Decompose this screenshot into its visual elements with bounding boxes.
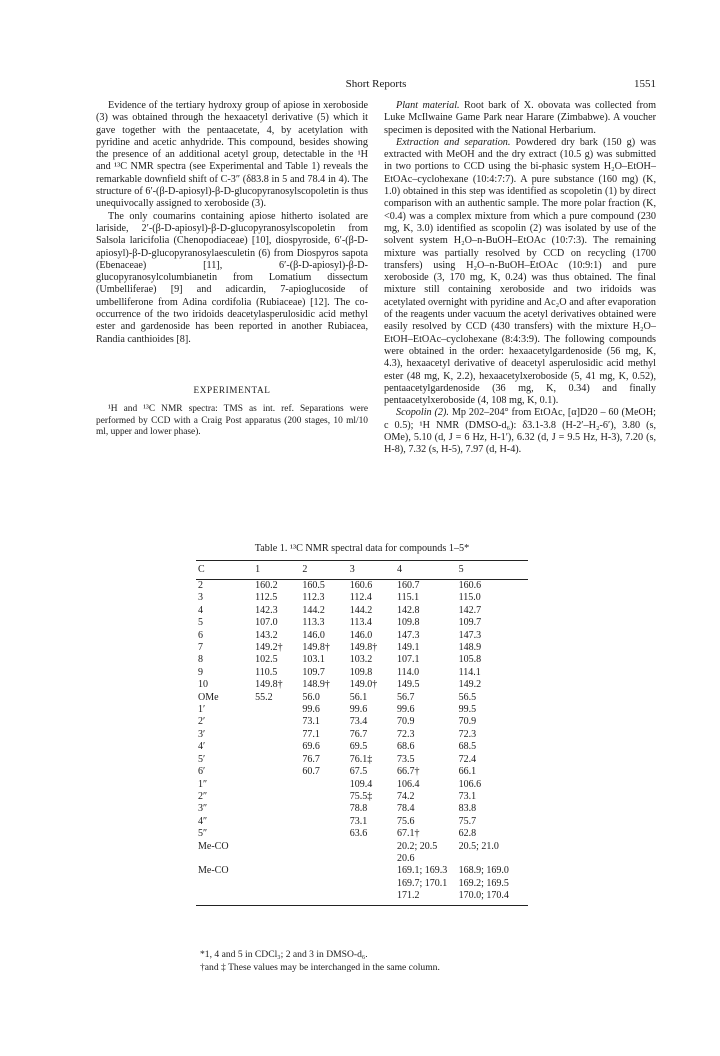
- table-cell: 69.6: [302, 741, 320, 753]
- table-cell: 68.5: [458, 741, 477, 753]
- table-cell: 169.7; 170.1: [397, 877, 448, 889]
- table-cell: [255, 890, 302, 905]
- table-cell: 73.4: [349, 716, 368, 728]
- table-cell: 99.6: [302, 704, 320, 716]
- table-row-label: Me-CO: [198, 840, 229, 852]
- table-cell: 146.0: [349, 629, 373, 641]
- table-cell: 105.8: [458, 654, 482, 666]
- scopolin-label: Scopolin (2).: [396, 407, 449, 419]
- table-cell: [350, 890, 397, 905]
- table-cell: 142.8: [397, 604, 420, 616]
- left-column: [96, 100, 368, 439]
- table-cell: [255, 704, 302, 716]
- table-cell: 107.1: [397, 654, 420, 666]
- table-row: [196, 580, 528, 593]
- table-cell: [255, 791, 302, 803]
- table-cell: 103.2: [349, 654, 373, 666]
- table-row-label: 6′: [198, 766, 206, 778]
- table-cell: 76.7: [349, 728, 368, 740]
- table-row: [196, 716, 528, 728]
- table-row-label: 10: [198, 679, 208, 691]
- table-header-cell: 5: [459, 561, 528, 580]
- table-cell: 56.5: [458, 691, 477, 703]
- scopolin-text: Mp 202–204° from EtOAc, [α]D20 – 60 (MeOH; c 0.5); ¹H NMR (DMSO-d₆): δ3.1-3.8 (H-2′–H₂-6′), 3.80 (s, OMe), 5.10 (d, J = 6 Hz, H-1′), 6.32 (d, J = 9.5 Hz, H-3), 7.20 (s, H-8), 7.32 (s, H-5), 7.97 (d, H-4).: [384, 407, 657, 456]
- table-cell: 103.1: [302, 654, 325, 666]
- table-cell: [302, 828, 349, 840]
- table-cell: 144.2: [302, 604, 325, 616]
- table-cell: 74.2: [397, 790, 415, 802]
- table-cell: 149.1: [397, 642, 420, 654]
- table-cell: [255, 766, 302, 778]
- table-cell: 109.8: [397, 617, 420, 629]
- table-cell: 149.8†: [302, 642, 330, 654]
- table-cell: 160.6: [349, 580, 373, 591]
- table-cell: 73.1: [302, 716, 320, 728]
- table-row-label: 4: [198, 604, 203, 616]
- table-cell: 142.3: [255, 604, 278, 616]
- table-cell: [255, 816, 302, 828]
- table-row-label: 2″: [198, 790, 208, 802]
- table-row: [196, 679, 528, 691]
- table-cell: 170.0; 170.4: [459, 890, 528, 905]
- table-cell: [255, 741, 302, 753]
- table-cell: [302, 803, 349, 815]
- table-row-label: [196, 853, 255, 865]
- table-row: [196, 654, 528, 666]
- table-cell: 148.9†: [302, 679, 330, 691]
- table-row-label: OMe: [198, 691, 219, 703]
- experimental-paragraph: ¹H and ¹³C NMR spectra: TMS as int. ref. Separations were performed by CCD with a Craig Post apparatus (200 stages, 10 ml/10 ml, upper and lower phase).: [96, 404, 368, 438]
- table-cell: 99.5: [458, 704, 477, 716]
- table-row: [196, 803, 528, 815]
- table-row: [196, 816, 528, 828]
- table-row-label: 2: [198, 580, 203, 591]
- table-cell: 102.5: [255, 654, 278, 666]
- table-cell: 106.6: [458, 778, 482, 790]
- table-cell: 160.6: [458, 580, 482, 591]
- table-cell: 63.6: [349, 828, 368, 840]
- table-cell: [302, 841, 349, 853]
- extraction-label: Extraction and separation.: [396, 136, 511, 148]
- table-row: [196, 605, 528, 617]
- table-footnotes: [200, 948, 540, 974]
- table-cell: 62.8: [458, 828, 477, 840]
- table-cell: 78.8: [349, 803, 368, 815]
- table-cell: 99.6: [397, 704, 415, 716]
- table-cell: [255, 779, 302, 791]
- table-row-label: 6: [198, 629, 203, 641]
- table-row-label: 3′: [198, 728, 206, 740]
- table-cell: 149.8†: [349, 642, 378, 654]
- table-cell: 72.4: [458, 753, 477, 765]
- table-row: [196, 704, 528, 716]
- table-cell: 112.5: [255, 592, 278, 604]
- table-header-cell: 4: [397, 561, 459, 580]
- table-cell: 115.1: [397, 592, 420, 604]
- table-cell: [350, 853, 397, 865]
- table-cell: [350, 865, 397, 877]
- table-cell: 70.9: [397, 716, 415, 728]
- table-row: [196, 791, 528, 803]
- discussion-paragraph-1: Evidence of the tertiary hydroxy group of apiose in xeroboside (3) was obtained through the hexaacetyl derivative (5) which it gave together with the pentaacetate, 4, by acetylation with pyridine and acetic anhydride. This compound, besides showing the presence of an additional acetyl group, detectable in the ¹H and ¹³C NMR spectra (see Experimental and Table 1) reveals the remarkable downfield shift of C-3″ (δ83.8 in 5 and 78.4 in 4). The structure of 6′-(β-D-apiosyl)-β-D-glucopyranosylscopoletin is thus unequivocally assigned to xeroboside (3).: [96, 100, 368, 210]
- table-row: [196, 828, 528, 840]
- table-cell: [302, 853, 349, 865]
- table-row: [196, 878, 528, 890]
- table-row-label: 1″: [198, 778, 208, 790]
- table-cell: [255, 853, 302, 865]
- scopolin-paragraph: [384, 407, 656, 456]
- table-header-cell: 2: [302, 561, 349, 580]
- table-row: [196, 667, 528, 679]
- table-cell: [302, 890, 349, 905]
- table-cell: 146.0: [302, 629, 325, 641]
- table-cell: 66.7†: [397, 766, 420, 778]
- table-cell: 73.5: [397, 753, 415, 765]
- table-row-label: 5: [198, 617, 203, 629]
- table-cell: 75.7: [458, 815, 477, 827]
- table-body: [196, 580, 528, 906]
- table-cell: 148.9: [458, 642, 482, 654]
- table-row-label: 2′: [198, 716, 206, 728]
- table-cell: 70.9: [458, 716, 477, 728]
- table-cell: 112.4: [349, 592, 372, 604]
- table-cell: [302, 816, 349, 828]
- table-cell: 169.2; 169.5: [458, 877, 509, 889]
- plant-material-paragraph: [384, 100, 656, 137]
- table-row-label: [196, 878, 255, 890]
- table-cell: 143.2: [255, 629, 278, 641]
- table-cell: 149.0†: [349, 679, 378, 691]
- table-cell: 67.1†: [397, 828, 420, 840]
- table-cell: 114.1: [458, 666, 481, 678]
- table-cell: 72.3: [397, 728, 415, 740]
- table-cell: 115.0: [458, 592, 481, 604]
- table-cell: 110.5: [255, 666, 278, 678]
- table-cell: 56.1: [349, 691, 368, 703]
- table-cell: [255, 841, 302, 853]
- table-cell: 73.1: [458, 790, 477, 802]
- table-row: [196, 592, 528, 604]
- table-cell: 113.4: [349, 617, 372, 629]
- table-cell: 20.5; 21.0: [458, 840, 499, 852]
- table-cell: 75.6: [397, 815, 415, 827]
- table-cell: 160.7: [397, 580, 420, 591]
- table-cell: 113.3: [302, 617, 325, 629]
- table-row-label: 3: [198, 592, 203, 604]
- table-cell: 160.2: [255, 580, 278, 591]
- table-cell: 160.5: [302, 580, 325, 591]
- table-cell: 77.1: [302, 728, 320, 740]
- extraction-paragraph: [384, 137, 656, 408]
- table-cell: 76.7: [302, 753, 320, 765]
- table-row: [196, 630, 528, 642]
- table-cell: 147.3: [458, 629, 482, 641]
- table-cell: 109.8: [349, 666, 373, 678]
- table-cell: 75.5‡: [349, 790, 373, 802]
- table-row: [196, 754, 528, 766]
- table-row: [196, 617, 528, 629]
- table-cell: [255, 865, 302, 877]
- page-number: 1551: [634, 78, 656, 90]
- table-row: [196, 865, 528, 877]
- table-cell: [255, 878, 302, 890]
- table-row: [196, 766, 528, 778]
- table-row-label: [196, 890, 255, 905]
- table-cell: 168.9; 169.0: [458, 865, 509, 877]
- table-row-label: Me-CO: [198, 865, 229, 877]
- table-cell: [255, 729, 302, 741]
- table-row-label: 8: [198, 654, 203, 666]
- table-row-label: 5′: [198, 753, 206, 765]
- table-row-label: 1′: [198, 704, 206, 716]
- table-row: [196, 890, 528, 905]
- extraction-text: Powdered dry bark (150 g) was extracted with MeOH and the dry extract (10.5 g) was submitted in two portions to CCD using the bi-phasic system H₂O–EtOH–EtOAc–cyclohexane (10:4:7:7). A pure substance (160 mg) (K, 1.0) obtained in this step was identified as scopoletin (1) by direct comparison with an authentic sample. The more polar fraction (K, <0.4) was a complex mixture from which a pure compound (230 mg, K, 3.0) identified as scopolin (2) was isolated by use of the solvent system H₂O–n-BuOH–EtOAc (10:7:3). The remaining mixture was partially resolved by CCD on recycling (1700 transfers) using H₂O–n-BuOH–EtOAc (10:9:1) and pure xeroboside (3, 170 mg, K, 0.24) was thus obtained. The final mixture still containing xeroboside and two iridoids was acetylated overnight with pyridine and Ac₂O and after evaporation of the reagents under vacuum the acetyl derivatives obtained were easily resolved by CCD (430 transfers) with the mixture H₂O–EtOH–EtOAc–cyclohexane (8:4:3:9). The following compounds were obtained in the order: hexaacetylgardenoside (56 mg, K, 4.3), hexaacetyl derivative of deacetyl asperulosidic acid methyl ester (48 mg, K, 2.2), hexaacetylxeroboside (5, 41 mg, K, 0.52), pentaacetylgardenoside (36 mg, K, 0.34) and finally pentaacetylxeroboside (4, 108 mg, K, 0.1).: [384, 136, 656, 407]
- table-cell: 106.4: [397, 778, 420, 790]
- table-footnote: †and ‡ These values may be interchanged in the same column.: [200, 962, 440, 973]
- table-cell: [302, 878, 349, 890]
- table-cell: 66.1: [458, 766, 477, 778]
- table-row-label: 7: [198, 642, 203, 654]
- table-cell: [350, 878, 397, 890]
- table-cell: [255, 803, 302, 815]
- running-head-title: Short Reports: [345, 78, 407, 90]
- nmr-table-block: [196, 543, 528, 906]
- table-header-cell: C: [196, 561, 255, 580]
- table-cell: [302, 865, 349, 877]
- table-row-label: 4′: [198, 741, 206, 753]
- table-cell: 56.7: [397, 691, 415, 703]
- nmr-table: [196, 560, 528, 906]
- plant-material-label: Plant material.: [396, 100, 460, 111]
- table-cell: 171.2: [397, 890, 459, 905]
- table-cell: 109.7: [458, 617, 482, 629]
- table-cell: 83.8: [458, 803, 477, 815]
- table-cell: [459, 853, 528, 865]
- table-cell: 73.1: [349, 815, 368, 827]
- table-header-row: [196, 561, 528, 580]
- table-row: [196, 853, 528, 865]
- table-cell: 149.2: [458, 679, 482, 691]
- table-row: [196, 741, 528, 753]
- table-cell: 55.2: [255, 691, 273, 703]
- table-cell: 20.2; 20.5: [397, 840, 438, 852]
- table-cell: 114.0: [397, 666, 420, 678]
- table-cell: 144.2: [349, 604, 373, 616]
- table-header-cell: 1: [255, 561, 302, 580]
- table-cell: [302, 779, 349, 791]
- table-cell: [255, 716, 302, 728]
- table-row: [196, 729, 528, 741]
- experimental-heading: EXPERIMENTAL: [193, 384, 271, 395]
- table-row-label: 9: [198, 666, 203, 678]
- table-cell: 109.7: [302, 666, 325, 678]
- table-cell: 72.3: [458, 728, 477, 740]
- table-cell: 99.6: [349, 704, 368, 716]
- plant-material-text: Root bark of X. obovata was collected from Luke McIlwaine Game Park near Harare (Zimbabwe). A voucher specimen is deposited with the National Herbarium.: [384, 100, 657, 136]
- table-caption: Table 1. ¹³C NMR spectral data for compounds 1–5*: [254, 543, 470, 554]
- table-cell: 169.1; 169.3: [397, 865, 448, 877]
- table-cell: 67.5: [349, 766, 368, 778]
- table-cell: 142.7: [458, 604, 482, 616]
- table-cell: [350, 841, 397, 853]
- table-footnote: *1, 4 and 5 in CDCl₃; 2 and 3 in DMSO-d₆.: [200, 949, 368, 960]
- table-row: [196, 642, 528, 654]
- table-cell: 76.1‡: [349, 753, 373, 765]
- table-row: [196, 841, 528, 853]
- table-cell: 60.7: [302, 766, 320, 778]
- table-cell: 68.6: [397, 741, 415, 753]
- table-row-label: 3″: [198, 803, 208, 815]
- table-row-label: 4″: [198, 815, 208, 827]
- table-header-cell: 3: [350, 561, 397, 580]
- table-row-label: 5″: [198, 828, 208, 840]
- table-cell: 78.4: [397, 803, 415, 815]
- table-cell: [255, 754, 302, 766]
- table-cell: 20.6: [397, 852, 415, 864]
- table-row: [196, 779, 528, 791]
- table-cell: 147.3: [397, 629, 420, 641]
- table-cell: 149.2†: [255, 642, 283, 654]
- table-cell: 112.3: [302, 592, 325, 604]
- table-cell: 69.5: [349, 741, 368, 753]
- table-cell: 107.0: [255, 617, 278, 629]
- table-cell: 149.8†: [255, 679, 283, 691]
- table-row: [196, 692, 528, 704]
- right-column: [384, 100, 656, 457]
- table-cell: 56.0: [302, 691, 320, 703]
- table-cell: [302, 791, 349, 803]
- table-cell: 109.4: [349, 778, 373, 790]
- discussion-paragraph-2: The only coumarins containing apiose hitherto isolated are lariside, 2′-(β-D-apiosyl)-β-D-glucopyranosylscopoletin from Salsola laricifolia (Chenopodiaceae) [10], diospyroside, 6′-(β-D-apiosyl)-β-D-glucopyranosylaesculetin (6) from Diospyros sapota (Ebenaceae) [11], 6′-(β-D-apiosyl)-β-D-glucopyranosylcolumbianetin from Lomatium dissectum (Umbelliferae) [9] and adicardin, 7-apioglucoside of umbelliferone from Adina cordifolia (Rubiaceae) [12]. The co-occurrence of the two iridoids deacetylasperulosidic acid methyl ester and gardenoside has been reported in another Rubiacea, Randia canthioides [8].: [96, 210, 368, 345]
- table-cell: 149.5: [397, 679, 420, 691]
- table-cell: [255, 828, 302, 840]
